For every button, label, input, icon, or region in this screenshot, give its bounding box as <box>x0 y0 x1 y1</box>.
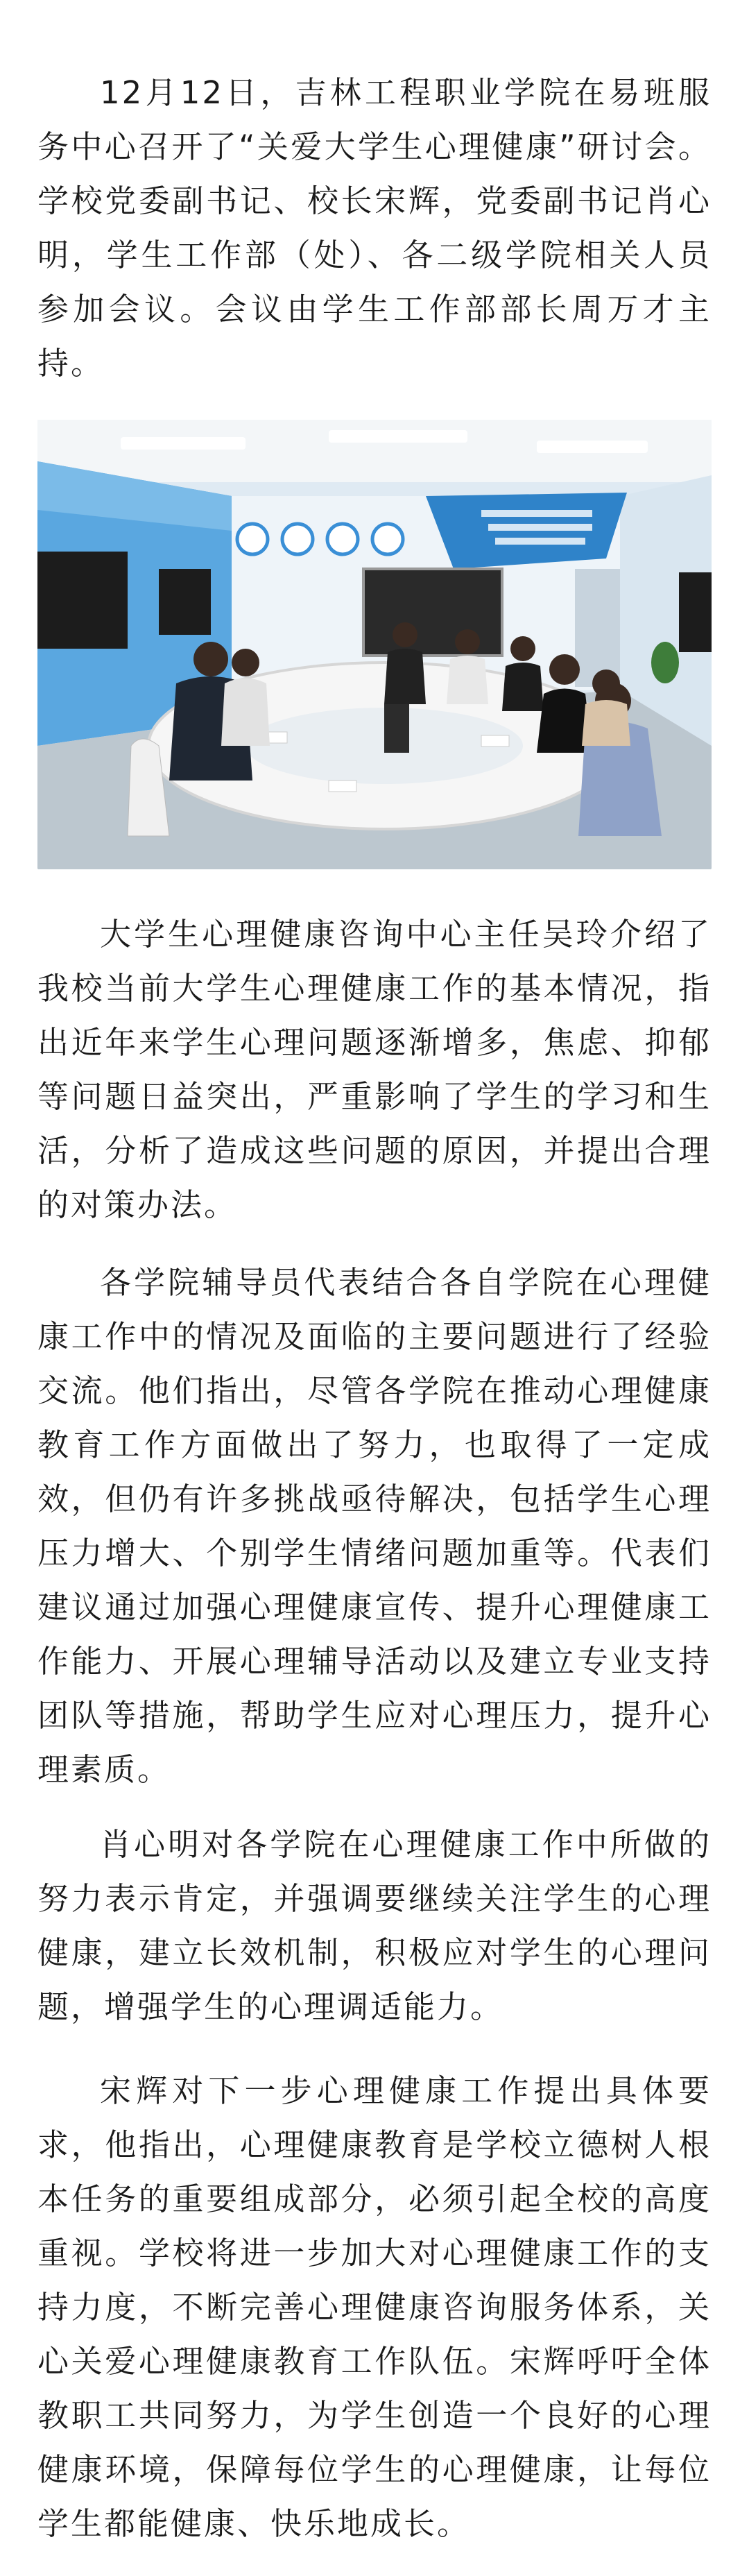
paragraph-xiao-xinming: 肖心明对各学院在心理健康工作中所做的努力表示肯定，并强调要继续关注学生的心理健康，建立长效机制，积极应对学生的心理问题，增强学生的心理调适能力。 <box>37 1826 712 2025</box>
paragraph-song-hui: 宋辉对下一步心理健康工作提出具体要求，他指出，心理健康教育是学校立德树人根本任务的重要组成部分，必须引起全校的高度重视。学校将进一步加大对心理健康工作的支持力度，不断完善心理健康咨询服务体系，关心关爱心理健康教育工作队伍。宋辉呼吁全体教职工共同努力，为学生创造一个良好的心理健康环境，保障每位学生的心理健康，让每位学生都能健康、快乐地成长。 <box>37 2072 712 2542</box>
paragraph-intro: 12月12日，吉林工程职业学院在易班服务中心召开了“关爱大学生心理健康”研讨会。学校党委副书记、校长宋辉，党委副书记肖心明，学生工作部（处）、各二级学院相关人员参加会议。会议由学生工作部部长周万才主持。 <box>37 74 712 382</box>
paragraph-counselors: 各学院辅导员代表结合各自学院在心理健康工作中的情况及面临的主要问题进行了经验交流。他们指出，尽管各学院在推动心理健康教育工作方面做出了努力，也取得了一定成效，但仍有许多挑战亟待解决，包括学生心理压力增大、个别学生情绪问题加重等。代表们建议通过加强心理健康宣传、提升心理健康工作能力、开展心理辅导活动以及建立专业支持团队等措施，帮助学生应对心理压力，提升心理素质。 <box>37 1264 712 1788</box>
paragraph-wu-ling: 大学生心理健康咨询中心主任吴玲介绍了我校当前大学生心理健康工作的基本情况，指出近年来学生心理问题逐渐增多，焦虑、抑郁等问题日益突出，严重影响了学生的学习和生活，分析了造成这些问题的原因，并提出合理的对策办法。 <box>37 916 712 1223</box>
meeting-photo <box>37 420 712 869</box>
